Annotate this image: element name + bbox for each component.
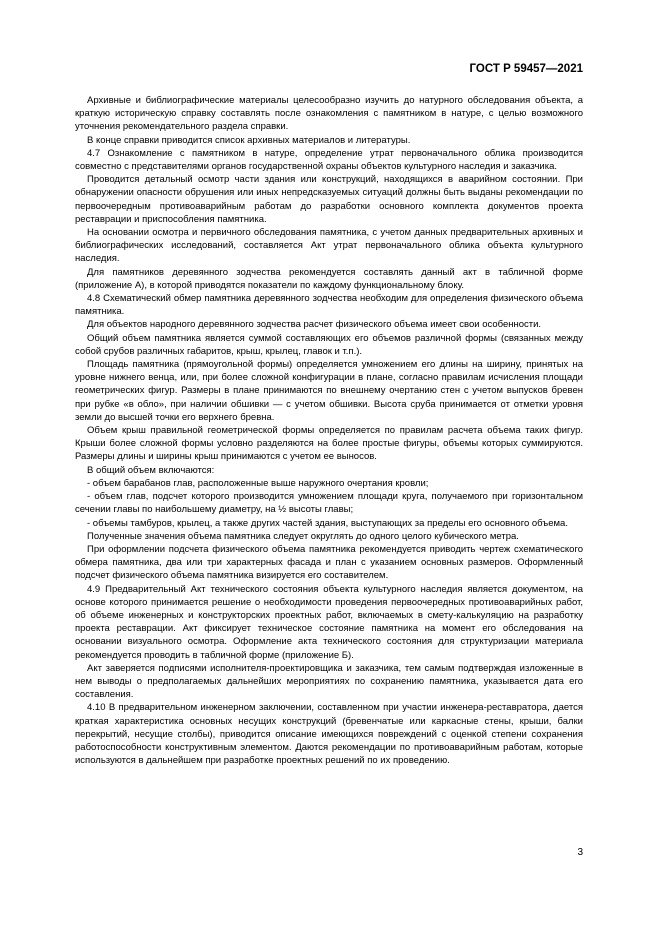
list-item: - объемы тамбуров, крылец, а также других частей здания, выступающих за пределы его основного объема. xyxy=(87,517,568,529)
paragraph: В общий объем включаются: xyxy=(87,464,215,476)
paragraph: Для объектов народного деревянного зодчества расчет физического объема имеет свои особенности. xyxy=(87,319,542,331)
paragraph: Для памятников деревянного зодчества рекомендуется составлять данный акт в табличной форме (приложение А), в которой приводятся показатели по каждому функциональному блоку. xyxy=(75,266,583,291)
paragraph-section-4-8: 4.8 Схематический обмер памятника деревянного зодчества необходим для определения физического объема памятника. xyxy=(75,293,583,318)
list-item: - объем глав, подсчет которого производится умножением площади круга, получаемого при горизонтальном сечении главы по наибольшему диаметру, на ½ высоты главы; xyxy=(75,491,583,516)
paragraph: Архивные и библиографические материалы целесообразно изучить до натурного обследования объекта, а краткую историческую справку составлять после ознакомления с памятником в натуре, с целью возможного уточнения рекомендательного раздела справки. xyxy=(75,95,583,133)
paragraph: Площадь памятника (прямоугольной формы) определяется умножением его длины на ширину, принятых на уровне нижнего венца, или, при более сложной конфигурации в плане, согласно правилам исчисления площади геометрических фигур. Размеры в плане принимаются по внешнему очертанию стен с учетом выпусков бревен при рубке «в обло», при наличии обшивки — с учетом обшивки. Высота сруба принимается от отметки уровня земли до высшей точки его верхнего бревна. xyxy=(75,359,583,423)
paragraph-section-4-9: 4.9 Предварительный Акт технического состояния объекта культурного наследия является документом, на основе которого принимается решение о необходимости проведения первоочередных противоаварийных работ, об объеме инженерных и конструкторских проектных работ, включаемых в смету-калькуляцию на разработку проекта реставрации. Акт фиксирует техническое состояние памятника на момент его обследования на основании визуального осмотра. Оформление акта технического состояния для структуризации материала рекомендуется проводить в табличной форме (приложение Б). xyxy=(75,583,583,661)
document-standard-header: ГОСТ Р 59457—2021 xyxy=(469,63,583,75)
paragraph: При оформлении подсчета физического объема памятника рекомендуется приводить чертеж схематического обмера памятника, два или три характерных фасада и план с указанием основных размеров. Оформленный подсчет физического объема памятника визируется его составителем. xyxy=(75,543,583,582)
paragraph: Проводится детальный осмотр части здания или конструкций, находящихся в аварийном состоянии. При обнаружении опасности обрушения или иных непредсказуемых ситуаций должны быть выданы рекомендации по первоочередным противоаварийным работам до разработки основного комплекта документов проекта реставрации и приспособления памятника. xyxy=(75,174,583,225)
paragraph: Полученные значения объема памятника следует округлять до одного целого кубического метра. xyxy=(87,530,519,542)
list-item: - объем барабанов глав, расположенные выше наружного очертания кровли; xyxy=(87,477,429,489)
paragraph: Объем крыш правильной геометрической формы определяется по правилам расчета объема таких фигур. Крыши более сложной формы условно разделяются на более простые фигуры, объемы которых суммируются. Размеры длины и ширины крыш принимаются с учетом ее выносов. xyxy=(75,425,583,463)
paragraph-section-4-7: 4.7 Ознакомление с памятником в натуре, определение утрат первоначального облика производится совместно с представителями органов государственной охраны объектов культурного наследия и заказчика. xyxy=(75,147,583,173)
paragraph: На основании осмотра и первичного обследования памятника, с учетом данных предварительных архивных и библиографических исследований, составляется Акт утрат первоначального облика объекта культурного наследия. xyxy=(75,227,583,265)
paragraph-section-4-10: 4.10 В предварительном инженерном заключении, составленном при участии инженера-реставратора, дается краткая характеристика основных несущих конструкций (бревенчатые или каркасные стены, крыши, балки перекрытий, несущие столбы), приводится описание имеющихся повреждений с оценкой степени сохранения работоспособности конструктивным элементом. Даются рекомендации по противоаварийным работам, которые используются в дальнейшем при разработке проектных решений по их проведению. xyxy=(75,702,583,767)
page-number: 3 xyxy=(577,847,583,858)
paragraph: Акт заверяется подписями исполнителя-проектировщика и заказчика, тем самым подтверждая изложенные в нем выводы о предполагаемых дальнейших мероприятиях по сохранению памятника, указывается дата его составления. xyxy=(75,662,583,701)
document-body xyxy=(75,94,583,767)
paragraph: Общий объем памятника является суммой составляющих его объемов различной формы (связанных между собой срубов различных габаритов, крыш, крылец, главок и т.п.). xyxy=(75,332,583,357)
paragraph: В конце справки приводится список архивных материалов и литературы. xyxy=(87,134,411,146)
